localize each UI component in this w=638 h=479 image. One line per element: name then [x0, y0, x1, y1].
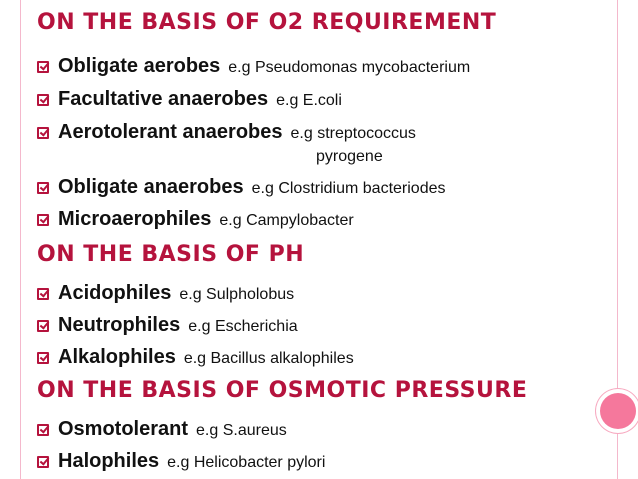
item-example: e.g S.aureus	[196, 422, 287, 439]
decorative-circle	[600, 393, 636, 429]
list-item	[37, 314, 298, 337]
item-term: Facultative anaerobes	[58, 88, 269, 110]
item-example: e.g Campylobacter	[219, 212, 354, 229]
list-item	[37, 121, 416, 144]
item-example: e.g Sulpholobus	[179, 286, 295, 303]
item-term: Microaerophiles	[58, 208, 212, 230]
checkmark-bullet-icon	[37, 127, 49, 139]
item-example: e.g Pseudomonas mycobacterium	[228, 59, 471, 76]
checkmark-bullet-icon	[37, 288, 49, 300]
checkmark-bullet-icon	[37, 94, 49, 106]
section-heading-ph: ON THE BASIS OF PH	[37, 242, 305, 267]
item-term: Obligate anaerobes	[58, 176, 244, 198]
item-example: e.g Helicobacter pylori	[167, 454, 326, 471]
item-example: e.g Escherichia	[188, 318, 298, 335]
item-example: e.g E.coli	[276, 92, 342, 109]
item-term: Acidophiles	[58, 282, 172, 304]
left-border-line	[20, 0, 21, 479]
checkmark-bullet-icon	[37, 352, 49, 364]
list-item	[37, 88, 342, 111]
checkmark-bullet-icon	[37, 320, 49, 332]
item-term: Halophiles	[58, 450, 160, 472]
item-example: e.g Bacillus alkalophiles	[183, 350, 354, 367]
item-term: Neutrophiles	[58, 314, 181, 336]
list-item	[37, 282, 294, 305]
checkmark-bullet-icon	[37, 424, 49, 436]
item-term: Osmotolerant	[58, 418, 189, 440]
checkmark-bullet-icon	[37, 182, 49, 194]
checkmark-bullet-icon	[37, 61, 49, 73]
list-item	[37, 176, 446, 199]
item-term: Aerotolerant anaerobes	[58, 121, 283, 143]
item-term: Obligate aerobes	[58, 55, 221, 77]
list-item	[37, 450, 325, 473]
list-item	[37, 346, 354, 369]
checkmark-bullet-icon	[37, 214, 49, 226]
list-item	[37, 208, 354, 231]
item-example: e.g streptococcus	[290, 125, 416, 142]
item-example-continuation: pyrogene	[316, 148, 383, 165]
checkmark-bullet-icon	[37, 456, 49, 468]
section-heading-o2: ON THE BASIS OF O2 REQUIREMENT	[37, 10, 497, 35]
item-term: Alkalophiles	[58, 346, 176, 368]
list-item	[37, 55, 470, 78]
section-heading-osmotic: ON THE BASIS OF OSMOTIC PRESSURE	[37, 378, 528, 403]
item-example: e.g Clostridium bacteriodes	[251, 180, 446, 197]
list-item	[37, 418, 287, 441]
